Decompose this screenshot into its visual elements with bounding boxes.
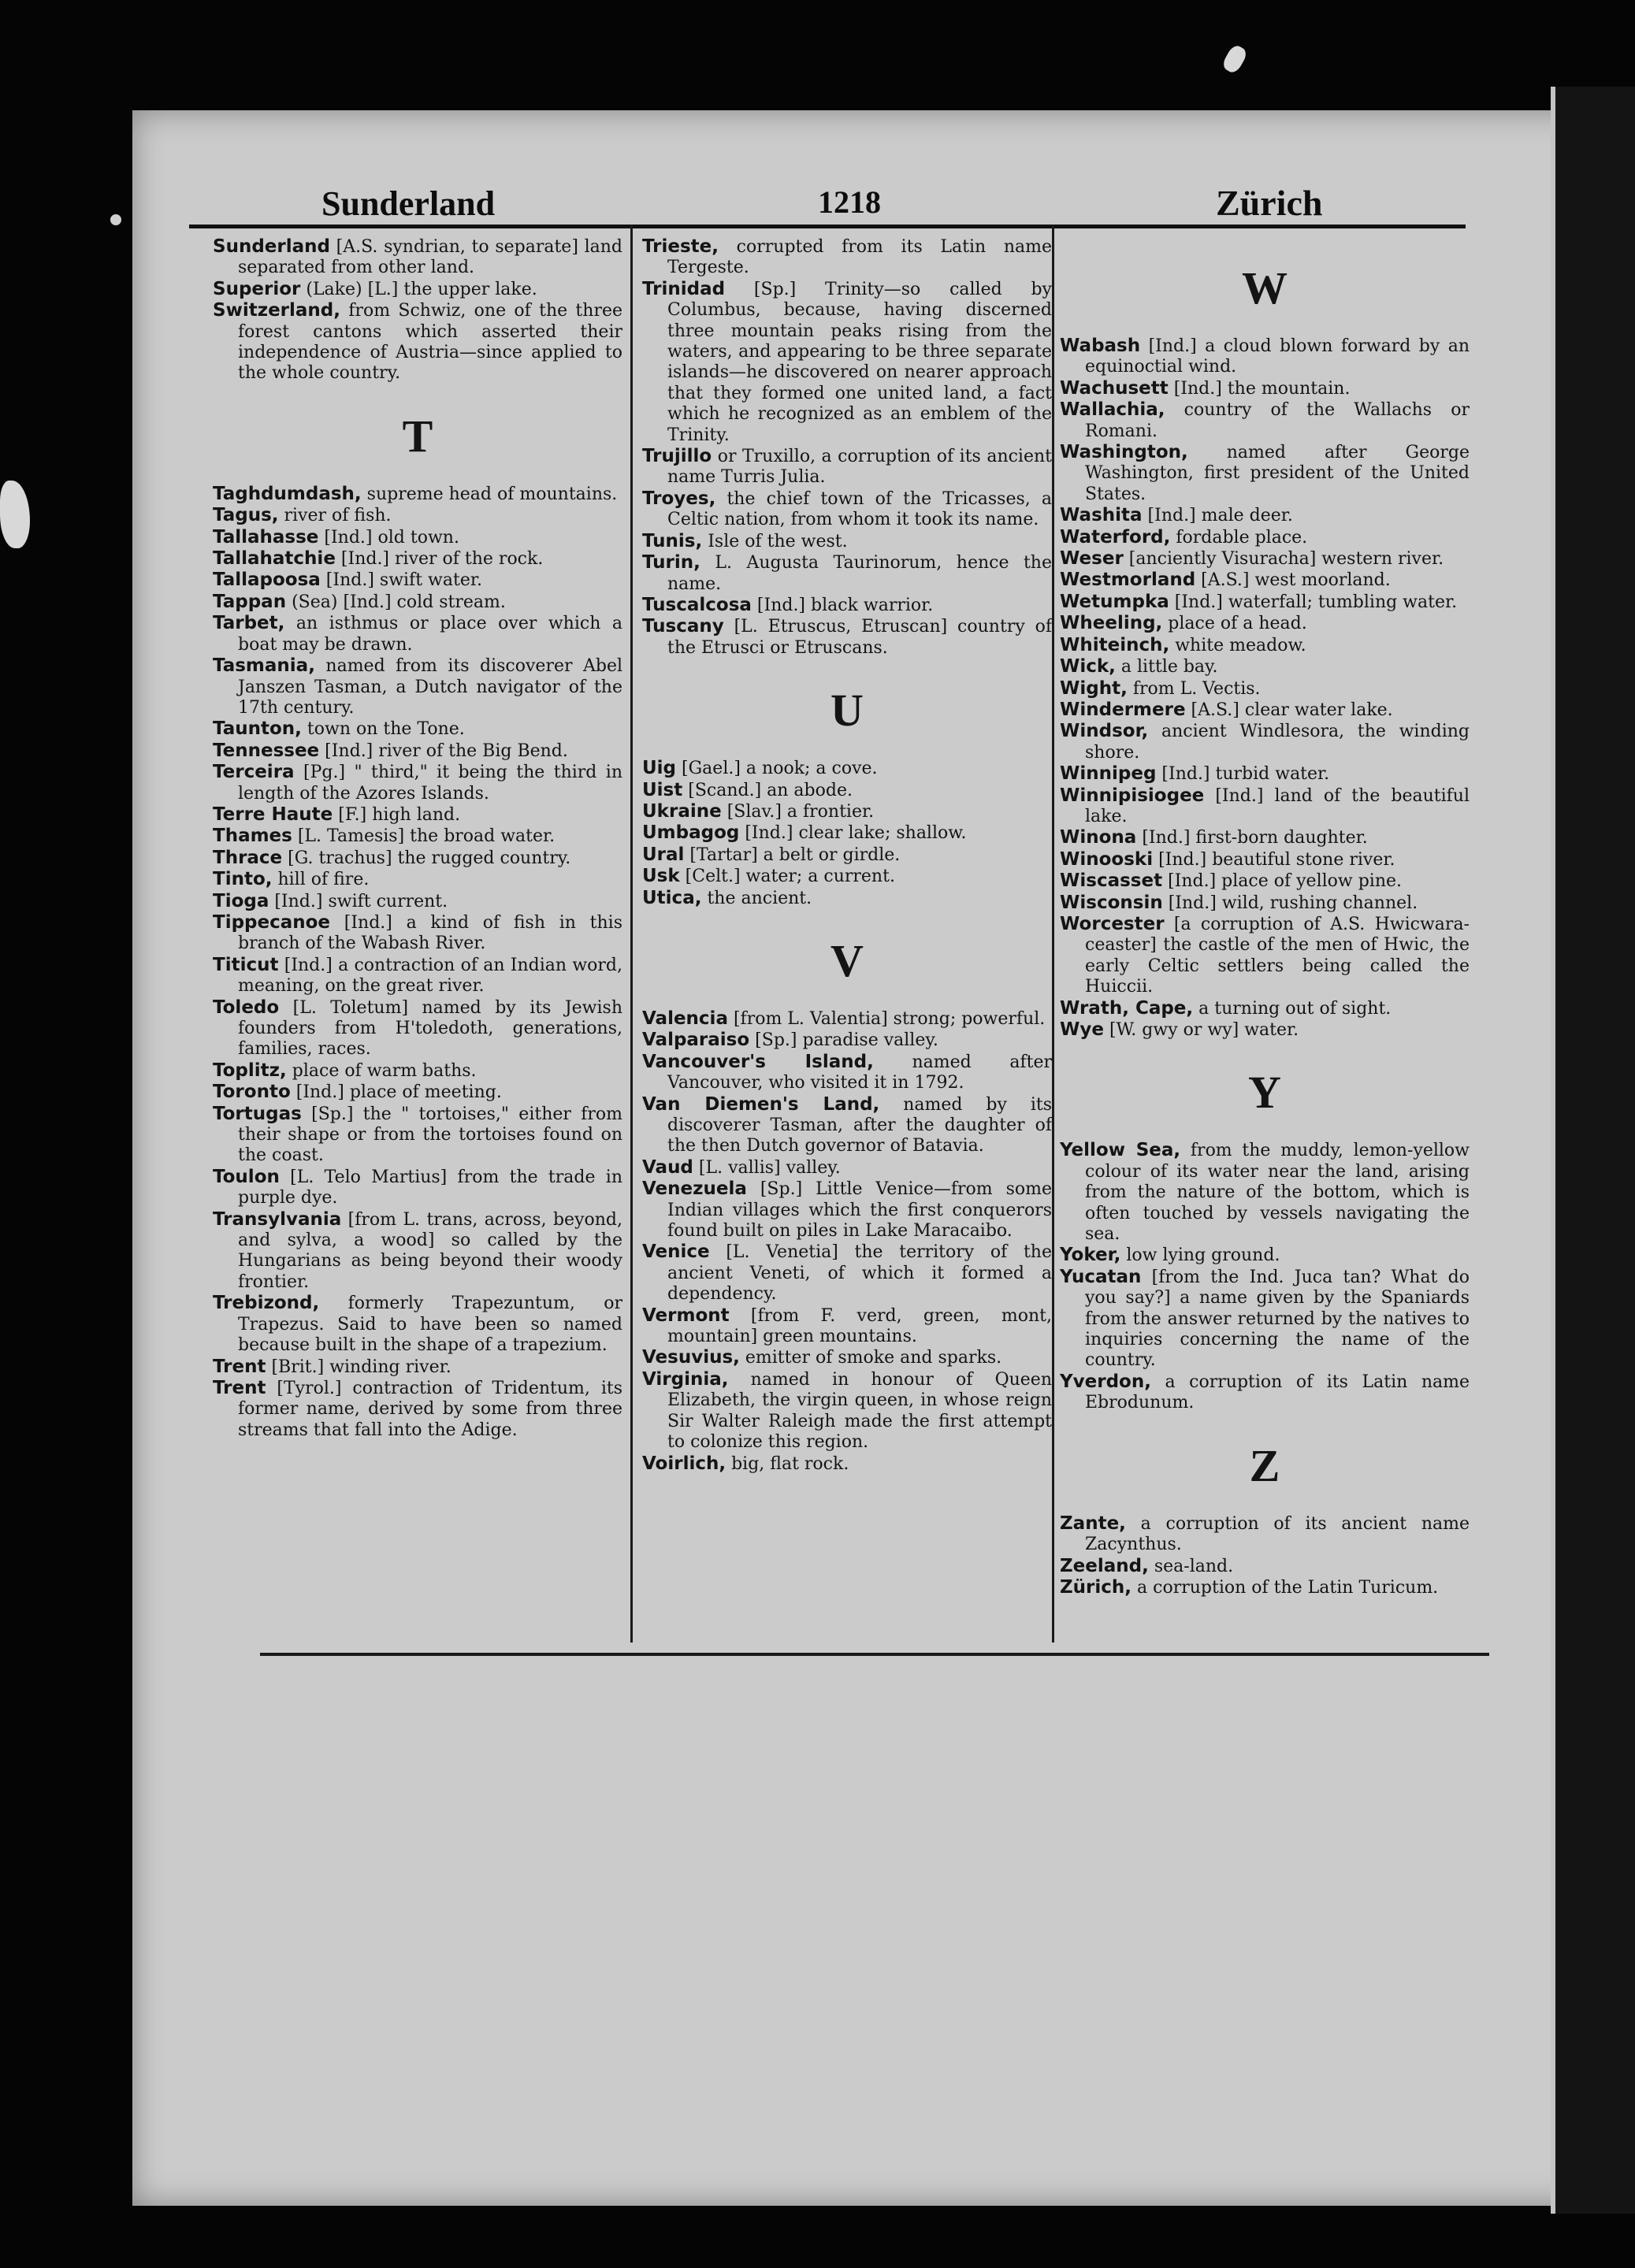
entry-headword: Westmorland <box>1060 570 1196 591</box>
entry-definition: [from the Ind. Juca tan? What do you say?] a name given by the Spaniards from the answer returned by the natives to inquiries concerning the name of the country. <box>1085 1267 1470 1371</box>
entry-definition: [Ind.] a cloud blown forward by an equinoctial wind. <box>1085 336 1470 377</box>
dictionary-entry <box>1060 1245 1470 1266</box>
entry-headword: Uist <box>642 779 683 800</box>
entry-definition: [W. gwy or wy] water. <box>1103 1020 1299 1040</box>
entry-definition: place of a head. <box>1162 614 1307 634</box>
entry-definition: [Ind.] a contraction of an Indian word, meaning, on the great river. <box>238 955 622 997</box>
entry-definition: [anciently Visuracha] western river. <box>1123 549 1444 570</box>
entry-definition: [Ind.] place of yellow pine. <box>1162 871 1403 892</box>
entry-definition: [Ind.] male deer. <box>1142 506 1293 526</box>
dictionary-entry <box>1060 1372 1470 1414</box>
entry-headword: Windermere <box>1060 699 1186 720</box>
entry-headword: Turin, <box>642 552 700 573</box>
dictionary-entry <box>213 997 622 1060</box>
entry-headword: Terceira <box>213 762 295 783</box>
dictionary-entry <box>1060 442 1470 505</box>
scan-speck <box>1221 43 1249 75</box>
entry-headword: Wye <box>1060 1019 1104 1040</box>
entry-headword: Umbagog <box>642 822 740 844</box>
entry-headword: Toulon <box>213 1166 280 1187</box>
entry-headword: Tallapoosa <box>213 570 321 591</box>
entry-definition: [Ind.] swift water. <box>320 570 482 591</box>
entry-definition: ancient Windlesora, the winding shore. <box>1085 722 1470 763</box>
entry-definition: the ancient. <box>701 888 812 908</box>
entry-headword: Worcester <box>1060 913 1165 934</box>
dictionary-entry <box>1060 870 1470 892</box>
entry-headword: Vaud <box>642 1156 693 1178</box>
entry-headword: Tunis, <box>642 530 703 551</box>
entry-definition: white meadow. <box>1169 635 1306 655</box>
entry-headword: Tinto, <box>213 869 273 890</box>
dictionary-entry <box>642 844 1052 866</box>
entry-definition: a corruption of the Latin Turicum. <box>1131 1577 1439 1598</box>
dictionary-entry <box>642 866 1052 887</box>
entry-definition: [Sp.] Little Venice—from some Indian villages which the first conquerors found built on piles in Lake Maracaibo. <box>667 1179 1052 1242</box>
entry-headword: Trujillo <box>642 446 712 467</box>
column-divider <box>1052 225 1054 1643</box>
entry-headword: Tioga <box>213 890 269 911</box>
dictionary-entry <box>642 1094 1052 1157</box>
entry-definition: [Sp.] Trinity—so called by Columbus, because, having discerned three mountain peaks rising from the waters, and appearing to be three separate islands—he discovered on nearer approach that they formed one united land, a fact which he recognized as an emblem of the Trinity. <box>667 279 1052 445</box>
entry-headword: Wachusett <box>1060 377 1169 399</box>
entry-headword: Trent <box>213 1377 266 1398</box>
entry-headword: Voirlich, <box>642 1453 726 1474</box>
section-letter: V <box>831 934 864 986</box>
dictionary-entry <box>1060 678 1470 700</box>
entry-definition: [Scand.] an abode. <box>682 780 853 800</box>
entry-headword: Sunderland <box>213 236 330 257</box>
scan-speck <box>0 481 30 548</box>
dictionary-entry <box>213 527 622 548</box>
dictionary-entry <box>1060 827 1470 848</box>
entry-headword: Tagus, <box>213 505 279 526</box>
running-header <box>189 177 1466 228</box>
entry-definition: [Ind.] first-born daughter. <box>1136 828 1368 848</box>
entry-definition: from Schwiz, one of the three forest cantons which asserted their independence of Austria—since applied to the whole country. <box>238 301 622 384</box>
dictionary-entry <box>642 531 1052 552</box>
dictionary-entry <box>1060 1019 1470 1041</box>
entry-definition: low lying ground. <box>1120 1245 1280 1266</box>
dictionary-entry <box>1060 1140 1470 1245</box>
entry-definition: place of warm baths. <box>286 1060 477 1081</box>
entry-headword: Terre Haute <box>213 804 333 825</box>
entry-definition: [A.S.] west moorland. <box>1195 570 1391 591</box>
dictionary-entry <box>1060 998 1470 1019</box>
entry-headword: Virginia, <box>642 1368 729 1390</box>
dictionary-entry <box>213 912 622 955</box>
entry-definition: [Gael.] a nook; a cove. <box>676 759 878 779</box>
entry-definition: named after George Washington, first president of the United States. <box>1085 443 1470 504</box>
entry-headword: Zante, <box>1060 1513 1126 1534</box>
scan-speck <box>110 214 121 225</box>
dictionary-entry <box>213 300 622 384</box>
dictionary-entry <box>213 548 622 570</box>
dictionary-entry <box>642 1030 1052 1051</box>
entry-definition: supreme head of mountains. <box>361 484 618 504</box>
entry-headword: Taunton, <box>213 718 302 740</box>
dictionary-entry <box>642 1179 1052 1242</box>
entry-definition: sea-land. <box>1148 1556 1234 1576</box>
entry-definition: [Ind.] wild, rushing channel. <box>1162 893 1418 913</box>
entry-headword: Taghdumdash, <box>213 483 362 504</box>
dictionary-entry <box>642 446 1052 488</box>
entry-headword: Vermont <box>642 1305 730 1326</box>
entry-definition: hill of fire. <box>272 870 370 890</box>
dictionary-entry <box>642 822 1052 844</box>
entry-headword: Ukraine <box>642 800 722 822</box>
dictionary-entry <box>1060 613 1470 634</box>
entry-definition: [Tyrol.] contraction of Tridentum, its former name, derived by some from three streams that fall into the Adige. <box>238 1378 622 1440</box>
dictionary-entry <box>1060 570 1470 591</box>
entry-headword: Toplitz, <box>213 1060 287 1081</box>
dictionary-entry <box>1060 849 1470 870</box>
entry-definition: [Celt.] water; a current. <box>679 867 895 887</box>
entry-definition: [L. Tamesis] the broad water. <box>292 826 556 847</box>
entry-definition: [Ind.] clear lake; shallow. <box>739 823 967 844</box>
dictionary-entry <box>642 1305 1052 1348</box>
entry-headword: Winona <box>1060 827 1137 848</box>
entry-headword: Trebizond, <box>213 1293 320 1314</box>
entry-definition: [A.S. syndrian, to separate] land separated from other land. <box>238 237 622 278</box>
entry-headword: Yellow Sea, <box>1060 1140 1181 1161</box>
section-letter: Z <box>1249 1439 1280 1491</box>
entry-definition: named in honour of Queen Elizabeth, the virgin queen, in whose reign Sir Walter Raleigh made the first attempt to colonize this region. <box>667 1369 1052 1453</box>
entry-definition: [Ind.] river of the Big Bend. <box>319 741 568 761</box>
entry-definition: L. Augusta Taurinorum, hence the name. <box>667 553 1052 594</box>
dictionary-entry <box>1060 505 1470 526</box>
page-number: 1218 <box>818 184 881 220</box>
dictionary-entry <box>1060 592 1470 613</box>
dictionary-entry <box>642 1008 1052 1030</box>
entry-definition: a little bay. <box>1115 657 1218 677</box>
entry-definition: [from L. Valentia] strong; powerful. <box>727 1008 1046 1029</box>
dictionary-entry <box>213 848 622 869</box>
entry-definition: [Ind.] waterfall; tumbling water. <box>1169 592 1458 612</box>
dictionary-entry <box>213 1378 622 1441</box>
entry-definition: [A.S.] clear water lake. <box>1185 700 1393 720</box>
entry-headword: Thames <box>213 826 292 847</box>
entry-headword: Vesuvius, <box>642 1347 740 1368</box>
entry-headword: Tuscany <box>642 616 724 637</box>
dictionary-entry <box>1060 914 1470 998</box>
entry-definition: [Ind.] beautiful stone river. <box>1153 849 1395 870</box>
entry-definition: [Ind.] river of the rock. <box>335 549 544 570</box>
entry-headword: Titicut <box>213 954 279 975</box>
dictionary-entry <box>213 1209 622 1294</box>
entry-headword: Van Diemen's Land, <box>642 1093 880 1115</box>
entry-headword: Switzerland, <box>213 300 340 321</box>
dictionary-entry <box>642 236 1052 279</box>
entry-definition: corrupted from its Latin name Tergeste. <box>667 237 1052 278</box>
entry-headword: Wabash <box>1060 336 1141 356</box>
dictionary-entry <box>1060 893 1470 914</box>
entry-headword: Whiteinch, <box>1060 634 1170 655</box>
entry-definition: [from F. verd, green, mont, mountain] green mountains. <box>667 1305 1052 1347</box>
entry-definition: [L. Telo Martius] from the trade in purple dye. <box>238 1167 622 1208</box>
dictionary-entry <box>642 1052 1052 1094</box>
dictionary-entry <box>1060 1267 1470 1372</box>
entry-definition: country of the Wallachs or Romani. <box>1085 400 1470 441</box>
entry-definition: [L. Toletum] named by its Jewish founders from H'toledoth, generations, families, races. <box>238 997 622 1060</box>
dictionary-entry <box>213 804 622 826</box>
dictionary-entry <box>642 1242 1052 1305</box>
dictionary-entry <box>1060 527 1470 548</box>
dictionary-entry <box>642 758 1052 779</box>
entry-headword: Tippecanoe <box>213 911 331 933</box>
entry-definition: named after Vancouver, who visited it in 1792. <box>667 1052 1052 1093</box>
dictionary-entry <box>642 552 1052 595</box>
dictionary-entry <box>1060 1577 1470 1598</box>
entry-headword: Yoker, <box>1060 1245 1121 1266</box>
entry-headword: Tasmania, <box>213 655 315 677</box>
entry-definition: from the muddy, lemon-yellow colour of its water near the land, arising from the nature of the bottom, which is often touched by vessels navigating the sea. <box>1085 1141 1470 1245</box>
section-letter: T <box>402 410 433 462</box>
entry-headword: Tennessee <box>213 740 320 761</box>
entry-headword: Trinidad <box>642 278 726 299</box>
entry-definition: or Truxillo, a corruption of its ancient name Turris Julia. <box>667 447 1052 488</box>
entry-definition: big, flat rock. <box>726 1453 849 1474</box>
entry-headword: Winnipeg <box>1060 763 1157 785</box>
entry-headword: Transylvania <box>213 1208 342 1230</box>
entry-definition: (Sea) [Ind.] cold stream. <box>286 592 506 612</box>
entry-definition: [a corruption of A.S. Hwicwara-ceaster] the castle of the men of Hwic, the early Celtic settlers being called the Huiccii. <box>1085 914 1470 997</box>
entry-headword: Tallahatchie <box>213 548 336 570</box>
dictionary-entry <box>213 1082 622 1103</box>
entry-definition: a corruption of its ancient name Zacynthus. <box>1085 1513 1470 1555</box>
entry-definition: [Ind.] old town. <box>318 527 459 548</box>
entry-definition: Isle of the west. <box>702 531 848 551</box>
entry-headword: Superior <box>213 278 301 299</box>
dictionary-entry <box>642 888 1052 909</box>
dictionary-entry <box>1060 378 1470 399</box>
dictionary-entry <box>642 616 1052 659</box>
dictionary-entry <box>1060 399 1470 442</box>
entry-definition: river of fish. <box>278 506 392 526</box>
dictionary-entry <box>213 655 622 718</box>
dictionary-entry <box>213 955 622 997</box>
entry-headword: Wick, <box>1060 656 1116 677</box>
dictionary-entry <box>213 1104 622 1167</box>
entry-headword: Venezuela <box>642 1179 747 1200</box>
dictionary-entry <box>1060 1556 1470 1577</box>
entry-headword: Tortugas <box>213 1103 302 1124</box>
column-1 <box>213 236 622 1441</box>
header-left-guide-word: Sunderland <box>321 184 496 223</box>
dictionary-entry <box>213 279 622 300</box>
entry-definition: [L. Etruscus, Etruscan] country of the Etrusci or Etruscans. <box>667 617 1052 658</box>
dictionary-entry <box>642 780 1052 801</box>
footer-rule <box>260 1653 1489 1656</box>
entry-definition: [Ind.] black warrior. <box>751 595 934 615</box>
entry-definition: [Ind.] land of the beautiful lake. <box>1085 785 1470 826</box>
dictionary-entry <box>213 484 622 505</box>
dictionary-entry <box>213 613 622 655</box>
entry-headword: Toronto <box>213 1082 291 1103</box>
entry-definition: [G. trachus] the rugged country. <box>282 848 571 868</box>
entry-headword: Tarbet, <box>213 613 285 634</box>
dictionary-entry <box>213 826 622 847</box>
entry-headword: Wight, <box>1060 677 1128 699</box>
entry-headword: Thrace <box>213 847 283 868</box>
dictionary-entry <box>642 801 1052 822</box>
entry-definition: (Lake) [L.] the upper lake. <box>300 279 537 299</box>
entry-headword: Valencia <box>642 1008 728 1029</box>
column-2 <box>642 236 1052 1475</box>
dictionary-entry <box>1060 548 1470 570</box>
entry-headword: Weser <box>1060 548 1124 570</box>
dictionary-entry <box>213 505 622 526</box>
entry-definition: [Sp.] the " tortoises," either from their shape or from the tortoises found on the coast. <box>238 1104 622 1166</box>
dictionary-entry <box>642 1157 1052 1179</box>
dictionary-entry <box>642 488 1052 531</box>
entry-headword: Tallahasse <box>213 526 319 548</box>
section-letter: W <box>1242 262 1288 314</box>
entry-headword: Usk <box>642 866 680 887</box>
entry-definition: [from L. trans, across, beyond, and sylva, a wood] so called by the Hungarians as being beyond their woody frontier. <box>238 1209 622 1292</box>
dictionary-entry <box>213 741 622 762</box>
dictionary-entry <box>213 592 622 613</box>
entry-definition: [F.] high land. <box>333 804 461 825</box>
dictionary-entry <box>1060 721 1470 763</box>
entry-headword: Zeeland, <box>1060 1555 1149 1576</box>
dictionary-entry <box>213 762 622 804</box>
dictionary-entry <box>1060 656 1470 677</box>
entry-headword: Wiscasset <box>1060 870 1163 892</box>
entry-definition: named by its discoverer Tasman, after the daughter of the then Dutch governor of Batavia. <box>667 1094 1052 1156</box>
entry-definition: from L. Vectis. <box>1127 678 1261 699</box>
entry-definition: the chief town of the Tricasses, a Celtic nation, from whom it took its name. <box>667 488 1052 530</box>
dictionary-entry <box>1060 700 1470 721</box>
dictionary-entry <box>213 869 622 890</box>
entry-definition: [Ind.] a kind of fish in this branch of the Wabash River. <box>238 912 622 954</box>
entry-definition: formerly Trapezuntum, or Trapezus. Said to have been so named because built in the shape of a trapezium. <box>238 1294 622 1356</box>
entry-definition: [L. vallis] valley. <box>693 1157 841 1178</box>
entry-definition: [Ind.] turbid water. <box>1156 764 1330 785</box>
dictionary-entry <box>213 236 622 279</box>
column-divider <box>630 225 633 1643</box>
entry-definition: [Ind.] swift current. <box>269 891 448 911</box>
dictionary-entry <box>1060 1513 1470 1556</box>
dictionary-entry <box>1060 785 1470 828</box>
dictionary-entry <box>1060 635 1470 656</box>
entry-definition: a corruption of its Latin name Ebrodunum. <box>1085 1372 1470 1413</box>
dictionary-entry <box>213 1357 622 1378</box>
entry-headword: Venice <box>642 1242 710 1263</box>
dictionary-entry <box>213 891 622 912</box>
entry-headword: Valparaiso <box>642 1030 750 1051</box>
entry-definition: [Tartar] a belt or girdle. <box>684 844 901 865</box>
entry-headword: Wrath, Cape, <box>1060 997 1194 1019</box>
dictionary-entry <box>642 279 1052 446</box>
entry-headword: Winnipisiogee <box>1060 785 1205 806</box>
entry-headword: Washington, <box>1060 442 1188 463</box>
dictionary-entry <box>1060 336 1470 378</box>
entry-definition: a turning out of sight. <box>1193 998 1392 1019</box>
facing-page-edge <box>1551 87 1635 2214</box>
entry-definition: fordable place. <box>1170 527 1308 548</box>
entry-headword: Winooski <box>1060 848 1154 870</box>
dictionary-entry <box>213 570 622 591</box>
entry-headword: Toledo <box>213 997 280 1018</box>
entry-headword: Tappan <box>213 591 287 612</box>
entry-definition: an isthmus or place over which a boat may be drawn. <box>238 614 622 655</box>
entry-headword: Tuscalcosa <box>642 594 752 615</box>
dictionary-entry <box>642 1347 1052 1368</box>
entry-definition: [Pg.] " third," it being the third in length of the Azores Islands. <box>238 763 622 804</box>
entry-headword: Zürich, <box>1060 1576 1132 1598</box>
entry-definition: named from its discoverer Abel Janszen Tasman, a Dutch navigator of the 17th century. <box>238 656 622 718</box>
entry-headword: Utica, <box>642 887 702 908</box>
dictionary-entry <box>642 1369 1052 1453</box>
entry-headword: Windsor, <box>1060 721 1149 742</box>
entry-definition: [Ind.] place of meeting. <box>290 1082 502 1103</box>
dictionary-entry <box>213 1167 622 1209</box>
column-3 <box>1060 236 1470 1598</box>
entry-headword: Troyes, <box>642 488 716 509</box>
entry-headword: Trieste, <box>642 236 719 257</box>
dictionary-entry <box>642 595 1052 616</box>
entry-headword: Wallachia, <box>1060 399 1165 421</box>
header-right-guide-word: Zürich <box>1216 183 1323 223</box>
entry-definition: emitter of smoke and sparks. <box>739 1348 1002 1368</box>
entry-headword: Wisconsin <box>1060 892 1163 913</box>
entry-headword: Yucatan <box>1060 1266 1142 1287</box>
section-letter: U <box>831 685 864 737</box>
entry-headword: Wetumpka <box>1060 591 1169 612</box>
entry-headword: Vancouver's Island, <box>642 1051 874 1072</box>
entry-headword: Wheeling, <box>1060 613 1163 634</box>
section-letter: Y <box>1248 1067 1281 1119</box>
entry-headword: Washita <box>1060 505 1143 526</box>
entry-definition: [Slav.] a frontier. <box>721 801 875 822</box>
dictionary-entry <box>213 718 622 740</box>
entry-headword: Yverdon, <box>1060 1371 1151 1392</box>
entry-headword: Uig <box>642 758 677 779</box>
dictionary-entry <box>1060 763 1470 785</box>
entry-definition: [Brit.] winding river. <box>266 1357 451 1377</box>
entry-definition: [Sp.] paradise valley. <box>749 1030 938 1051</box>
dictionary-entry <box>213 1060 622 1082</box>
dictionary-entry <box>213 1293 622 1356</box>
entry-definition: [L. Venetia] the territory of the ancient Veneti, of which it formed a dependency. <box>667 1242 1052 1305</box>
entry-headword: Waterford, <box>1060 526 1171 548</box>
entry-headword: Ural <box>642 844 685 865</box>
entry-definition: [Ind.] the mountain. <box>1168 378 1351 399</box>
entry-definition: town on the Tone. <box>301 719 465 740</box>
dictionary-entry <box>642 1453 1052 1475</box>
entry-headword: Trent <box>213 1356 266 1377</box>
